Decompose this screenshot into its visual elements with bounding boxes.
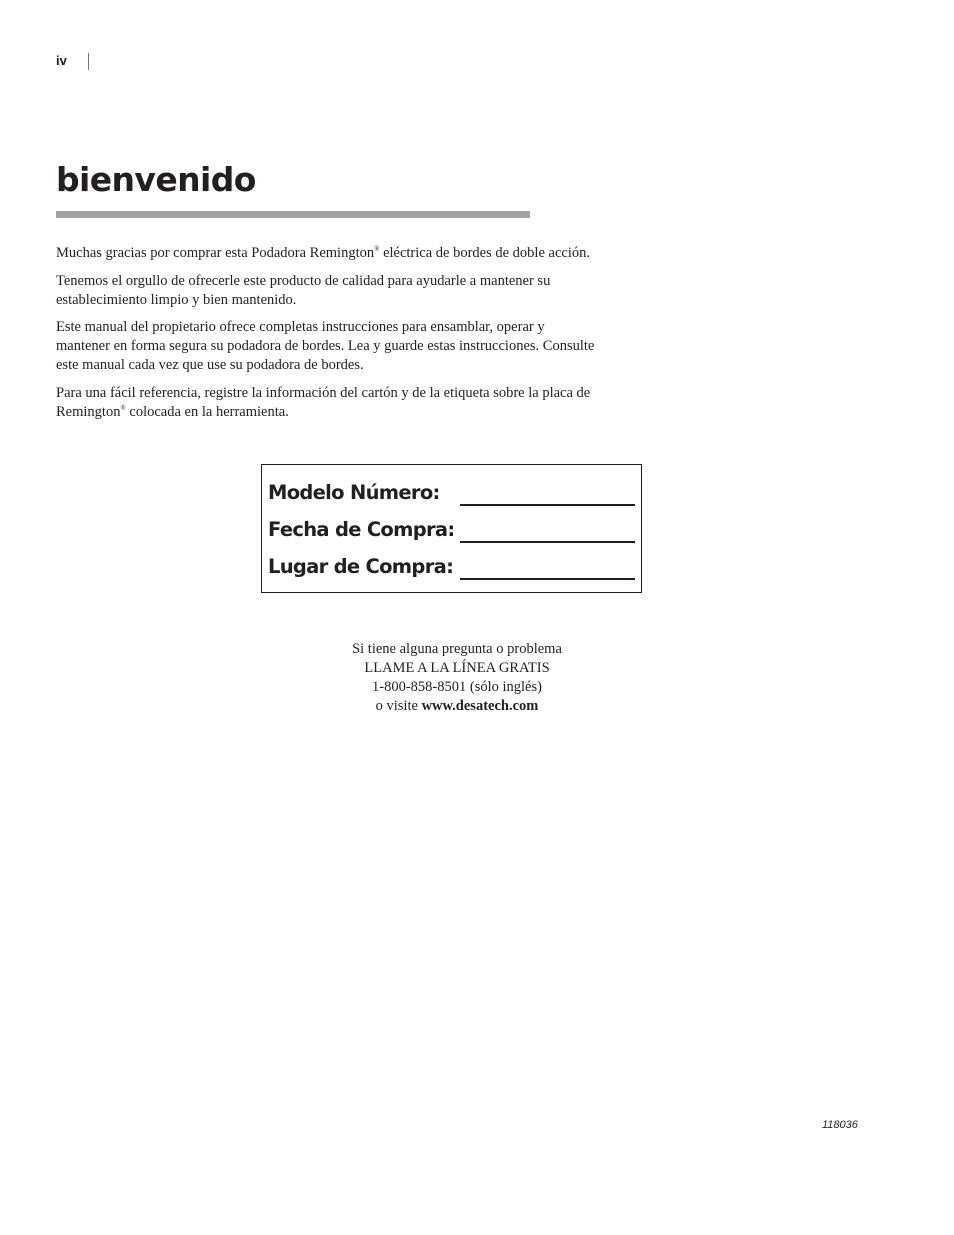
contact-line-call: LLAME A LA LÍNEA GRATIS: [364, 660, 550, 676]
intro-paragraph-2: Tenemos el orgullo de ofrecerle este producto de calidad para ayudarle a mantener su establecimiento limpio y bien mantenido.: [56, 272, 551, 308]
purchase-place-row: [268, 555, 453, 578]
purchase-date-blank-line: [460, 541, 635, 543]
model-number-row: [268, 481, 440, 504]
page-title: bienvenido: [56, 160, 256, 199]
contact-info: [257, 640, 657, 716]
contact-line-question: Si tiene alguna pregunta o problema: [352, 641, 562, 657]
registered-mark: ®: [120, 403, 126, 412]
page-number: iv: [56, 53, 67, 68]
model-number-label: Modelo Número:: [268, 481, 440, 504]
document-code: 118036: [822, 1119, 858, 1131]
registered-mark: ®: [374, 245, 380, 253]
page-number-separator: [88, 53, 89, 70]
purchase-place-blank-line: [460, 578, 635, 580]
model-number-blank-line: [460, 504, 635, 506]
intro-paragraph-3: Este manual del propietario ofrece completas instrucciones para ensamblar, operar y mantener en forma segura su podadora de bordes. Lea y guarde estas instrucciones. Consulte este manual cada vez que use su podadora de bordes.: [56, 319, 595, 373]
purchase-date-label: Fecha de Compra:: [268, 518, 455, 541]
intro-paragraph-1: Muchas gracias por comprar esta Podadora Remington® eléctrica de bordes de doble acción.: [56, 245, 590, 261]
purchase-date-row: [268, 518, 454, 541]
title-underline-rule: [56, 211, 530, 218]
intro-text: [56, 244, 596, 430]
intro-paragraph-4: Para una fácil referencia, registre la información del cartón y de la etiqueta sobre la placa de Remington® colocada en la herramienta.: [56, 384, 591, 420]
contact-phone-number: 1-800-858-8501 (sólo inglés): [372, 679, 542, 695]
purchase-place-label: Lugar de Compra:: [268, 555, 454, 578]
website-link[interactable]: www.desatech.com: [421, 698, 539, 714]
contact-line-visit: o visite www.desatech.com: [375, 698, 539, 714]
purchase-record-box: [261, 464, 642, 593]
